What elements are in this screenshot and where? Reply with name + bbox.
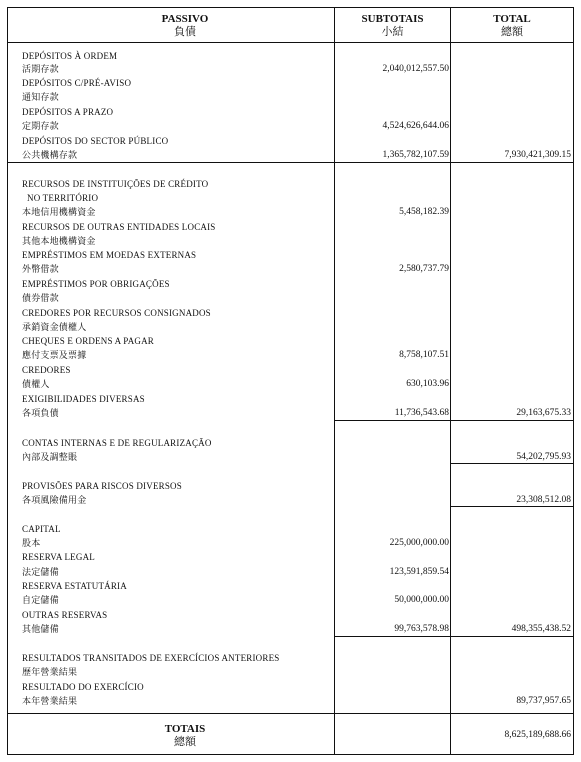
row-label: 其他本地機構資金	[22, 236, 96, 246]
row-label: DEPÓSITOS À ORDEM	[22, 51, 118, 61]
footer-totais-label: TOTAIS	[164, 723, 206, 735]
row-label: 各項風險備用金	[22, 495, 87, 505]
total-value: 54,202,795.93	[516, 452, 571, 462]
row-label: 法定儲備	[22, 567, 59, 577]
row-label: RESULTADOS TRANSITADOS DE EXERCÍCIOS ANTERIORES	[22, 653, 280, 663]
section-rule-1-total	[450, 162, 574, 163]
row-label: 定期存款	[22, 121, 59, 131]
row-label: EMPRÉSTIMOS POR OBRIGAÇÕES	[22, 279, 170, 289]
subtotal-value: 99,763,578.98	[394, 624, 449, 634]
section-rule-3	[450, 463, 574, 464]
total-value: 29,163,675.33	[516, 408, 571, 418]
header-passivo	[60, 13, 310, 39]
row-label: 承銷資金債權人	[22, 322, 87, 332]
section-rule-4	[450, 506, 574, 507]
header-total-zh: 總額	[501, 26, 523, 38]
subtotal-value: 1,365,782,107.59	[382, 150, 449, 160]
subtotal-value: 50,000,000.00	[394, 595, 449, 605]
row-label: 應付支票及票據	[22, 350, 87, 360]
row-label: CREDORES POR RECURSOS CONSIGNADOS	[22, 308, 211, 318]
row-label: CAPITAL	[22, 524, 61, 534]
row-label: DEPÓSITOS C/PRÉ-AVISO	[22, 78, 132, 88]
total-value: 7,930,421,309.15	[504, 150, 571, 160]
grand-total-value: 8,625,189,688.66	[504, 730, 571, 740]
row-label: 自定儲備	[22, 595, 59, 605]
column-divider-2	[450, 7, 451, 755]
header-subtotais-zh: 小結	[381, 26, 404, 38]
row-label: 外幣借款	[22, 264, 59, 274]
subtotal-value: 8,758,107.51	[399, 350, 449, 360]
subtotal-value: 225,000,000.00	[389, 538, 449, 548]
row-label: CHEQUES E ORDENS A PAGAR	[22, 336, 154, 346]
header-subtotais-label: SUBTOTAIS	[361, 13, 424, 25]
footer-rule	[7, 713, 574, 714]
row-label: DEPÓSITOS DO SECTOR PÚBLICO	[22, 136, 169, 146]
row-label: OUTRAS RESERVAS	[22, 610, 108, 620]
total-value: 23,308,512.08	[516, 495, 571, 505]
row-label: 股本	[22, 538, 41, 548]
row-label: 其他儲備	[22, 624, 59, 634]
row-label: 內部及調整賬	[22, 452, 78, 462]
row-label: 通知存款	[22, 92, 59, 102]
row-label: RECURSOS DE INSTITUIÇÕES DE CRÉDITO	[22, 179, 209, 189]
section-rule-5	[334, 636, 574, 637]
footer-totais	[60, 723, 310, 749]
row-label: RECURSOS DE OUTRAS ENTIDADES LOCAIS	[22, 222, 216, 232]
section-rule-1	[7, 162, 451, 163]
header-rule	[7, 42, 574, 43]
header-total-label: TOTAL	[493, 13, 531, 25]
subtotal-value: 123,591,859.54	[389, 567, 449, 577]
row-label: RESERVA ESTATUTÁRIA	[22, 581, 127, 591]
subtotal-value: 2,580,737.79	[399, 264, 449, 274]
row-label: EMPRÉSTIMOS EM MOEDAS EXTERNAS	[22, 250, 197, 260]
header-subtotais	[335, 13, 450, 39]
row-label: PROVISÕES PARA RISCOS DIVERSOS	[22, 481, 182, 491]
row-label: 本年營業結果	[22, 696, 78, 706]
row-label: 活期存款	[22, 64, 59, 74]
row-label: 歷年營業結果	[22, 667, 78, 677]
row-label: RESULTADO DO EXERCÍCIO	[22, 682, 144, 692]
header-passivo-label: PASSIVO	[161, 13, 209, 25]
header-total	[451, 13, 573, 39]
row-label: 公共機構存款	[22, 150, 78, 160]
subtotal-value: 11,736,543.68	[394, 408, 449, 418]
row-label: EXIGIBILIDADES DIVERSAS	[22, 394, 145, 404]
row-label: 債權人	[22, 379, 50, 389]
row-label: RESERVA LEGAL	[22, 552, 95, 562]
subtotal-value: 2,040,012,557.50	[382, 64, 449, 74]
header-passivo-zh: 負債	[174, 26, 196, 38]
row-label: CONTAS INTERNAS E DE REGULARIZAÇÃO	[22, 438, 212, 448]
total-value: 498,355,438.52	[511, 624, 571, 634]
subtotal-value: 5,458,182.39	[399, 207, 449, 217]
subtotal-value: 630,103.96	[406, 379, 449, 389]
section-rule-2	[334, 420, 574, 421]
balance-sheet-frame	[7, 7, 574, 755]
row-label: CREDORES	[22, 365, 71, 375]
row-label: DEPÓSITOS A PRAZO	[22, 107, 114, 117]
row-label: 本地信用機構資金	[22, 207, 96, 217]
row-label: NO TERRITÓRIO	[27, 193, 99, 203]
total-value: 89,737,957.65	[516, 696, 571, 706]
row-label: 各項負債	[22, 408, 59, 418]
row-label: 債券借款	[22, 293, 59, 303]
footer-totais-zh: 總額	[174, 736, 196, 748]
subtotal-value: 4,524,626,644.06	[382, 121, 449, 131]
column-divider-1	[334, 7, 335, 755]
